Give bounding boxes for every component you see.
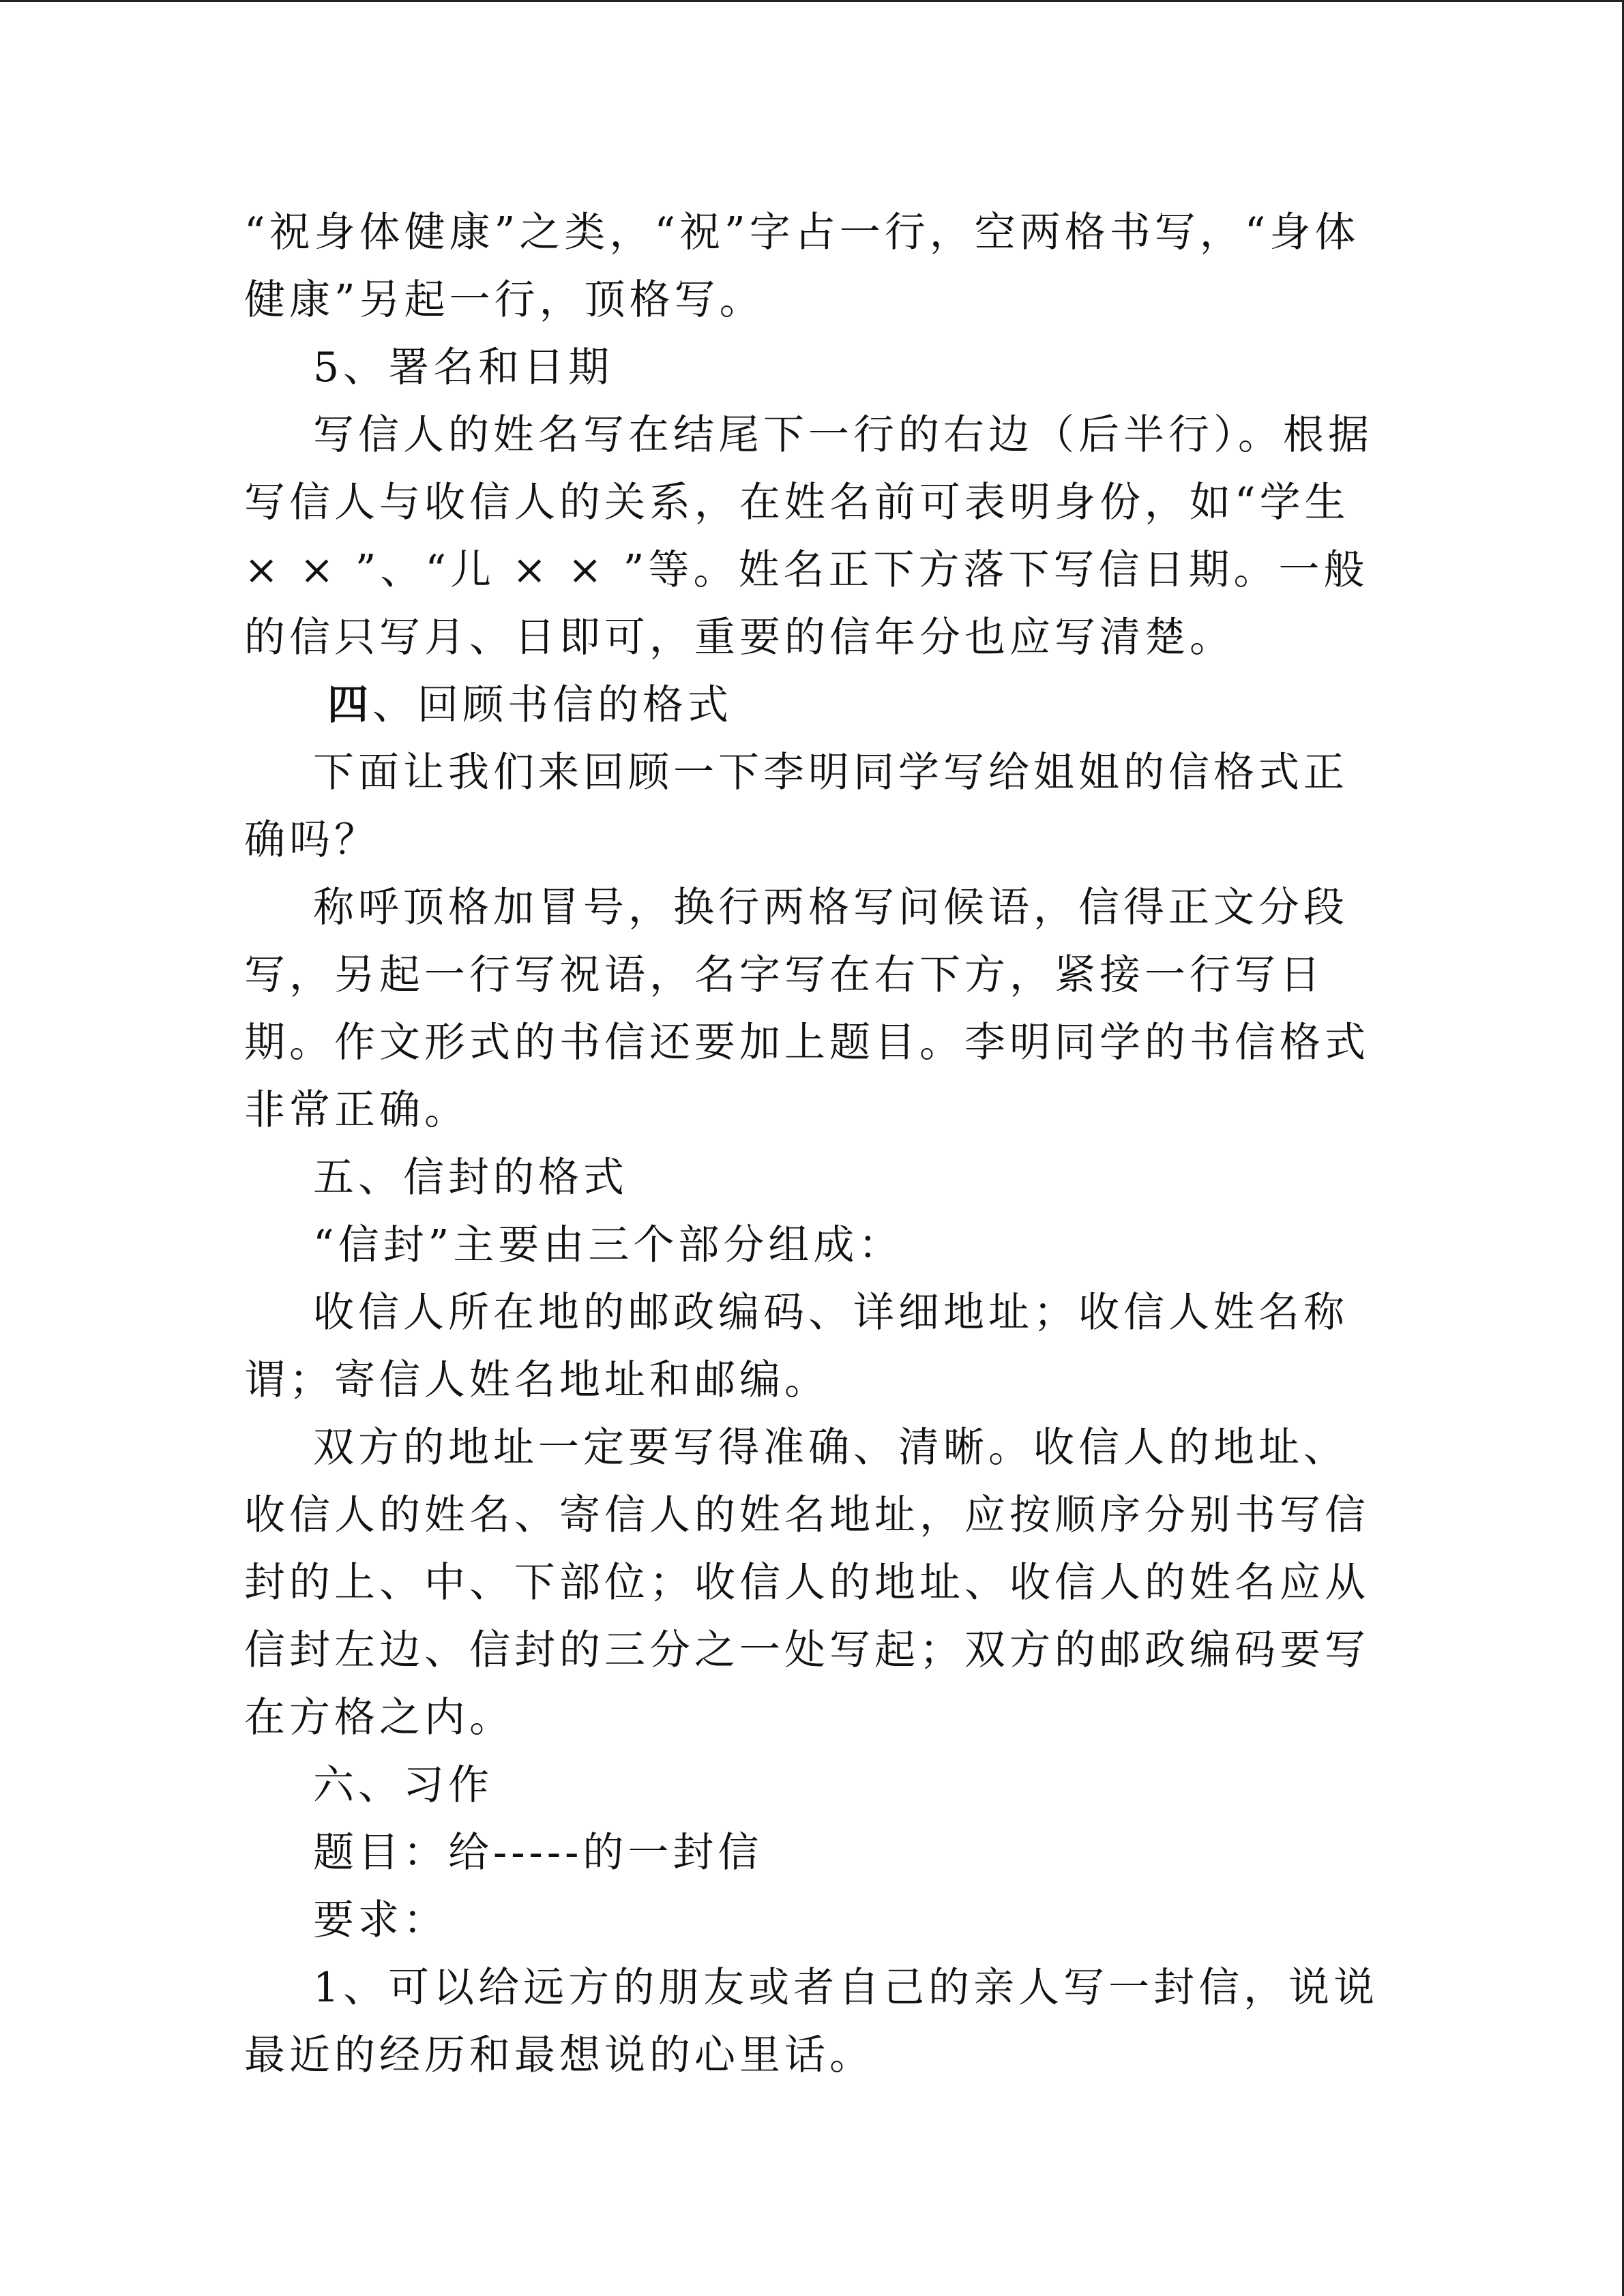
section-heading-envelope: 五、信封的格式 (313, 1154, 628, 1202)
paragraph-exercise-requirement-1: 1、可以给远方的朋友或者自己的亲人写一封信，说说最近的经历和最想说的心里话。 (244, 1964, 1379, 2079)
paragraph-closing-wish-format: “祝身体健康”之类，“祝”字占一行，空两格书写，“身体健康”另起一行，顶格写。 (244, 209, 1360, 324)
paragraph-envelope-contents: 收信人所在地的邮政编码、详细地址；收信人姓名称谓；寄信人姓名地址和邮编。 (244, 1289, 1348, 1404)
paragraph-exercise-requirements-label: 要求： (313, 1896, 448, 1944)
section-heading-exercise: 六、习作 (313, 1761, 493, 1809)
paragraph-review-answer: 称呼顶格加冒号，换行两格写问候语，信得正文分段写，另起一行写祝语，名字写在右下方，紧接一行写日期。作文形式的书信还要加上题目。李明同学的书信格式非常正确。 (244, 884, 1370, 1134)
section-heading-review-format (244, 672, 1390, 739)
document-page (244, 199, 1390, 2089)
section-heading-signature-date: 5、署名和日期 (313, 344, 614, 391)
paragraph-review-question: 下面让我们来回顾一下李明同学写给姐姐的信格式正确吗？ (244, 749, 1348, 864)
paragraph-signature-date: 写信人的姓名写在结尾下一行的右边（后半行）。根据写信人与收信人的关系，在姓名前可表明身份，如“学生 × × ”、“儿 × × ”等。姓名正下方落下写信日期。一般的信只写月、日即可，重要的信年分也应写清楚。 (244, 411, 1373, 661)
paragraph-exercise-title: 题目：给-----的一封信 (313, 1829, 763, 1877)
paragraph-envelope-parts: “信封”主要由三个部分组成： (313, 1221, 904, 1269)
page-top-border (0, 0, 1624, 2)
section-number-bold: 四 (327, 681, 372, 729)
paragraph-envelope-rules: 双方的地址一定要写得准确、清晰。收信人的地址、收信人的姓名、寄信人的姓名地址，应按顺序分别书写信封的上、中、下部位；收信人的地址、收信人的姓名应从信封左边、信封的三分之一处写起；双方的邮政编码要写在方格之内。 (244, 1424, 1370, 1742)
section-heading-text: 、回顾书信的格式 (372, 681, 733, 729)
